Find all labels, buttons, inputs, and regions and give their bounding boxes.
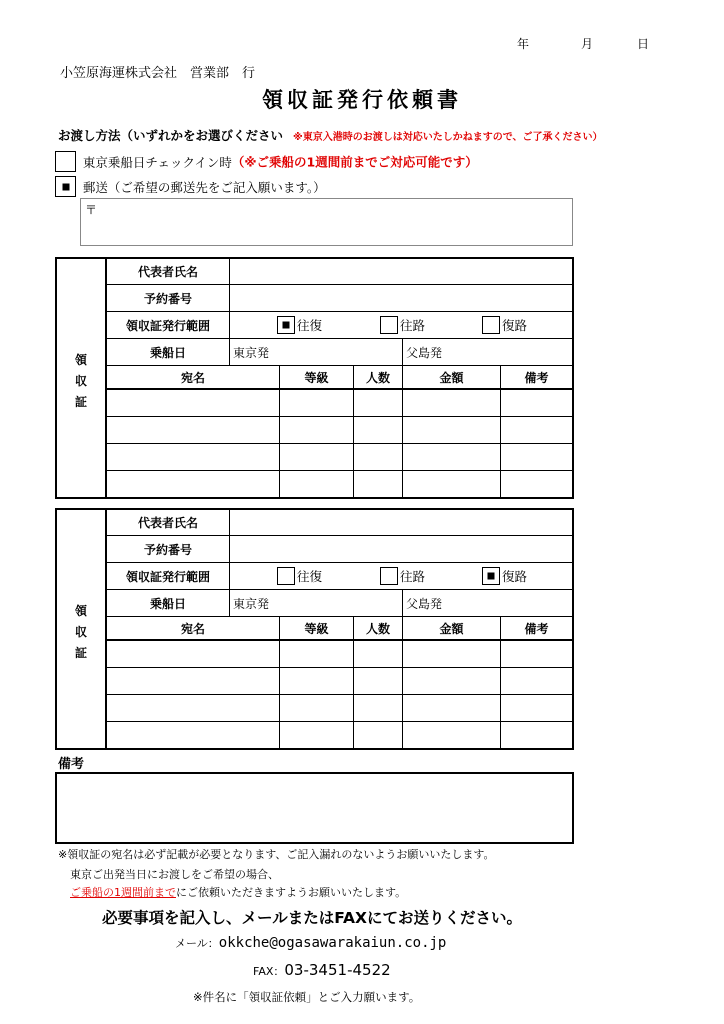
header-count: 人数	[354, 617, 403, 639]
cell-remarks[interactable]	[501, 695, 572, 721]
table-row	[107, 471, 572, 498]
range-option-label: 往路	[400, 569, 426, 584]
cell-count[interactable]	[354, 390, 403, 416]
cell-addressee[interactable]	[107, 444, 280, 470]
cell-remarks[interactable]	[501, 641, 572, 667]
cell-class[interactable]	[280, 641, 354, 667]
cell-class[interactable]	[280, 722, 354, 749]
cell-amount[interactable]	[403, 471, 501, 498]
receipt-side-char: 証	[74, 646, 87, 660]
reservation-label: 予約番号	[107, 285, 230, 311]
cell-class[interactable]	[280, 668, 354, 694]
mail-option-label: 郵送（ご希望の郵送先をご記入願います。）	[82, 179, 326, 195]
chichijima-departure-field[interactable]: 父島発	[406, 596, 443, 611]
cell-addressee[interactable]	[107, 668, 280, 694]
receipt-side-char: 証	[74, 395, 87, 409]
boarding-label: 乗船日	[107, 590, 230, 616]
note-deadline-rest: にご依頼いただきますようお願いいたします。	[176, 886, 407, 899]
header-amount: 金額	[403, 366, 501, 388]
note-addressee-required: ※領収証の宛名は必ず記載が必要となります、ご記入漏れのないようお願いいたします。	[58, 848, 495, 861]
header-addressee: 宛名	[107, 366, 280, 388]
rep-name-input[interactable]	[230, 259, 572, 284]
table-row	[107, 668, 572, 695]
range-checkbox-outbound[interactable]	[380, 316, 398, 334]
cell-remarks[interactable]	[501, 444, 572, 470]
date-day-label: 日	[637, 37, 650, 51]
note-same-day: 東京ご出発当日にお渡しをご希望の場合、	[70, 868, 279, 881]
date-year-label: 年	[517, 37, 530, 51]
receipt-side-char: 収	[74, 374, 87, 388]
rep-name-label: 代表者氏名	[107, 510, 230, 535]
table-header-row	[107, 617, 572, 641]
reservation-row	[107, 536, 572, 563]
delivery-method	[58, 126, 603, 144]
range-checkbox-round-trip[interactable]	[277, 567, 295, 585]
reservation-row	[107, 285, 572, 312]
cell-remarks[interactable]	[501, 668, 572, 694]
cell-count[interactable]	[354, 695, 403, 721]
mailing-address-field[interactable]	[80, 198, 573, 246]
range-option-outbound[interactable]	[380, 316, 425, 334]
cell-addressee[interactable]	[107, 390, 280, 416]
rep-name-row	[107, 510, 572, 536]
range-option-outbound[interactable]	[380, 567, 425, 585]
postal-mark: 〒	[85, 203, 98, 217]
range-checkbox-return[interactable]	[482, 567, 500, 585]
header-count: 人数	[354, 366, 403, 388]
receipt-side-char: 収	[74, 625, 87, 639]
range-label: 領収証発行範囲	[107, 312, 230, 338]
cell-amount[interactable]	[403, 695, 501, 721]
cell-class[interactable]	[280, 417, 354, 443]
mail-checkbox[interactable]	[55, 176, 76, 197]
range-option-return[interactable]	[482, 567, 527, 585]
checkin-checkbox[interactable]	[55, 151, 76, 172]
range-option-label: 往路	[400, 318, 426, 333]
rep-name-row	[107, 259, 572, 285]
header-remarks: 備考	[524, 370, 549, 385]
range-checkbox-outbound[interactable]	[380, 567, 398, 585]
cell-count[interactable]	[354, 722, 403, 749]
remarks-label: 備考	[58, 757, 85, 772]
cell-addressee[interactable]	[107, 695, 280, 721]
header-remarks: 備考	[524, 621, 549, 636]
cell-count[interactable]	[354, 417, 403, 443]
table-row	[107, 641, 572, 668]
fax-label: FAX：	[253, 965, 285, 978]
range-option-label: 復路	[502, 318, 528, 333]
cell-addressee[interactable]	[107, 641, 280, 667]
checkin-option-label: 東京乗船日チェックイン時	[82, 154, 232, 170]
delivery-note: ※東京入港時のお渡しは対応いたしかねますので、ご了承ください）	[293, 132, 603, 143]
delivery-option-mail[interactable]	[55, 176, 326, 197]
cell-amount[interactable]	[403, 722, 501, 749]
range-option-return[interactable]	[482, 316, 527, 334]
mail-label: メール：	[175, 937, 219, 950]
cell-class[interactable]	[280, 471, 354, 498]
table-row	[107, 417, 572, 444]
cell-count[interactable]	[354, 641, 403, 667]
cell-amount[interactable]	[403, 641, 501, 667]
date-month-label: 月	[581, 37, 594, 51]
note-deadline-red: ご乗船の1週間前まで	[70, 886, 176, 899]
range-checkbox-round-trip[interactable]	[277, 316, 295, 334]
boarding-row	[107, 339, 572, 366]
cell-amount[interactable]	[403, 417, 501, 443]
cell-remarks[interactable]	[501, 471, 572, 498]
receipt-table	[107, 510, 572, 749]
cell-remarks[interactable]	[501, 390, 572, 416]
cell-addressee[interactable]	[107, 471, 280, 498]
range-checkbox-return[interactable]	[482, 316, 500, 334]
rep-name-label: 代表者氏名	[107, 259, 230, 284]
delivery-option-checkin[interactable]	[55, 151, 478, 172]
contact-fax	[253, 961, 391, 979]
page-title: 領収証発行依頼書	[262, 88, 462, 112]
range-row	[107, 563, 572, 590]
range-option-round-trip[interactable]	[277, 316, 322, 334]
checkin-option-note: （※ご乗船の1週間前までご対応可能です）	[231, 154, 478, 170]
cell-class[interactable]	[280, 444, 354, 470]
boarding-row	[107, 590, 572, 617]
range-row	[107, 312, 572, 339]
cell-remarks[interactable]	[501, 417, 572, 443]
chichijima-departure-field[interactable]: 父島発	[406, 345, 443, 360]
subject-note: ※件名に「領収証依頼」とご入力願います。	[193, 990, 421, 1004]
reservation-input[interactable]	[230, 536, 572, 562]
table-row	[107, 444, 572, 471]
range-label: 領収証発行範囲	[107, 563, 230, 589]
cell-count[interactable]	[354, 668, 403, 694]
header-class: 等級	[280, 617, 354, 639]
fax-number: 03-3451-4522	[284, 961, 391, 979]
contact-mail	[175, 935, 446, 951]
header-addressee: 宛名	[107, 617, 280, 639]
receipt-side-char: 領	[74, 353, 87, 367]
cta-text: 必要事項を記入し、メールまたはFAXにてお送りください。	[102, 909, 522, 927]
cell-amount[interactable]	[403, 668, 501, 694]
cell-addressee[interactable]	[107, 722, 280, 749]
tokyo-departure-field[interactable]: 東京発	[230, 339, 403, 365]
cell-addressee[interactable]	[107, 417, 280, 443]
cell-count[interactable]	[354, 444, 403, 470]
table-row	[107, 695, 572, 722]
receipt-form-2	[55, 508, 574, 750]
cell-class[interactable]	[280, 390, 354, 416]
cell-class[interactable]	[280, 695, 354, 721]
remarks-field[interactable]	[55, 772, 574, 844]
reservation-input[interactable]	[230, 285, 572, 311]
header-class: 等級	[280, 366, 354, 388]
range-option-label: 往復	[297, 318, 323, 333]
table-row	[107, 390, 572, 417]
cell-remarks[interactable]	[501, 722, 572, 749]
range-option-label: 往復	[297, 569, 323, 584]
receipt-side-label	[57, 510, 107, 748]
receipt-form-1	[55, 257, 574, 499]
delivery-label: お渡し方法（いずれかをお選びください	[58, 128, 284, 143]
table-row	[107, 722, 572, 749]
receipt-table	[107, 259, 572, 498]
receipt-side-char: 領	[74, 604, 87, 618]
note-deadline	[70, 884, 406, 900]
cell-count[interactable]	[354, 471, 403, 498]
header-amount: 金額	[403, 617, 501, 639]
reservation-label: 予約番号	[107, 536, 230, 562]
range-option-label: 復路	[502, 569, 528, 584]
addressee: 小笠原海運株式会社 営業部 行	[60, 66, 256, 81]
mail-address[interactable]: okkche@ogasawarakaiun.co.jp	[218, 935, 447, 951]
tokyo-departure-field[interactable]: 東京発	[230, 590, 403, 616]
table-header-row	[107, 366, 572, 390]
boarding-label: 乗船日	[107, 339, 230, 365]
rep-name-input[interactable]	[230, 510, 572, 535]
cell-amount[interactable]	[403, 390, 501, 416]
cell-amount[interactable]	[403, 444, 501, 470]
receipt-side-label	[57, 259, 107, 497]
range-option-round-trip[interactable]	[277, 567, 322, 585]
